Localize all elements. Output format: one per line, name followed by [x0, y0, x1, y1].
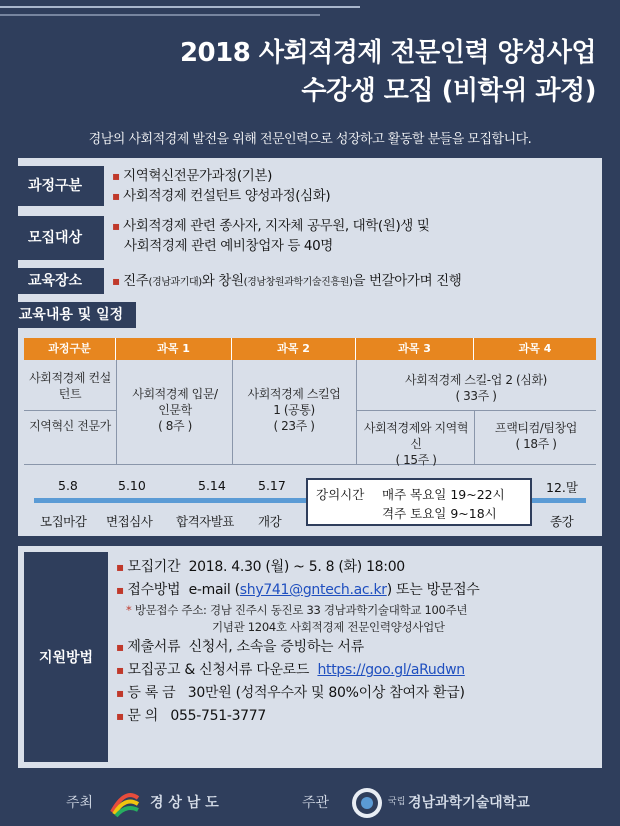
- course-item: ▪ 지역혁신전문가과정(기본): [112, 166, 330, 186]
- table-header-cell: 과목 3: [356, 338, 474, 360]
- lecture-weekend: 격주 토요일 9~18시: [382, 506, 497, 521]
- org-prefix: 국립: [388, 797, 406, 807]
- docs-value: 신청서, 소속을 증빙하는 서류: [188, 639, 364, 655]
- lecture-time-box: [306, 478, 532, 526]
- period-label: 모집기간: [127, 559, 181, 575]
- host-name: 경 상 남 도: [150, 795, 219, 811]
- venue-part: 을 번갈아가며 진행: [352, 273, 462, 289]
- footer: [0, 780, 620, 826]
- timeline-label: 합격자발표: [176, 514, 234, 529]
- title-line-2: 수강생 모집 (비학위 과정): [301, 76, 596, 106]
- docs-label: 제출서류: [127, 639, 181, 655]
- email-link[interactable]: shy741@gntech.ac.kr: [239, 582, 387, 598]
- course-list: [112, 166, 330, 206]
- timeline-date: 5.14: [198, 478, 226, 493]
- target-text: [112, 216, 429, 256]
- university-logo-icon: [350, 786, 384, 820]
- timeline-label: 개강: [258, 514, 282, 529]
- org-label: 주관: [302, 795, 330, 811]
- visit-address-note: * 방문접수 주소: 경남 진주시 동진로 33 경남과학기술대학교 100주년: [116, 602, 480, 619]
- download-link[interactable]: https://goo.gl/aRudwn: [317, 662, 465, 678]
- contact-label: 문 의: [127, 708, 158, 724]
- visit-address-note-2: 기념관 1204호 사회적경제 전문인력양성사업단: [212, 620, 445, 634]
- target-line-1: ▪ 사회적경제 관련 종사자, 지자체 공무원, 대학(원)생 및: [112, 216, 429, 236]
- title-line-1: 2018 사회적경제 전문인력 양성사업: [179, 38, 596, 68]
- application-label: 지원방법: [24, 552, 108, 762]
- table-header-cell: 과목 2: [232, 338, 356, 360]
- course-b-cell: 지역혁신 전문가: [29, 419, 111, 433]
- fee-label: 등 록 금: [127, 685, 176, 701]
- course-item: ▪ 사회적경제 컨설턴트 양성과정(심화): [112, 186, 330, 206]
- venue-label: 교육장소: [6, 268, 104, 294]
- venue-text: [112, 271, 461, 293]
- fee-value: 30만원 (성적우수자 및 80%이상 참여자 환급): [187, 685, 465, 701]
- table-header-cell: 과정구분: [24, 338, 116, 360]
- subject-1-cell: 사회적경제 입문/인문학 ( 8주 ): [132, 387, 218, 433]
- period-value: 2018. 4.30 (월) ~ 5. 8 (화) 18:00: [188, 559, 405, 575]
- table-header-cell: 과목 4: [518, 342, 552, 355]
- target-line-2: 사회적경제 관련 예비창업자 등 40명: [124, 238, 333, 254]
- gyeongnam-logo-icon: [108, 786, 142, 818]
- intro-text: 경남의 사회적경제 발전을 위해 전문인력으로 성장하고 활동할 분들을 모집합니다.: [88, 132, 532, 147]
- course-label: 과정구분: [6, 166, 104, 206]
- subject-34-cell: 사회적경제 스킬-업 2 (심화) ( 33주 ): [405, 373, 547, 403]
- table-header-cell: 과목 1: [116, 338, 232, 360]
- venue-sub: (경남창원과학기술진흥원): [243, 277, 353, 288]
- decorative-line: [0, 6, 360, 8]
- download-label: 모집공고 & 신청서류 다운로드: [127, 662, 310, 678]
- method-label: 접수방법: [127, 582, 181, 598]
- schedule-label: 교육내용 및 일정: [6, 302, 136, 328]
- application-list: ▪ 모집기간 2018. 4.30 (월) ~ 5. 8 (화) 18:00 ▪ 접수방법 e-mail (shy741@gntech.ac.kr) 또는 방문접수 * 방문접수 주소: 경남 진주시 동진로 33 경남과학기술대학교 100주년 기념관 1204호 사회적경제 전문인력양성사업단 ▪ 제출서류 신청서, 소속을 증빙하는 서류 ▪ 모집공고 & 신청서류 다운로드 https://goo.gl/aRudwn ▪ 등 록 금 30만원 (성적우수자 및 80%이상 참여자 환급) ▪ 문 의 055-751-3777: [116, 556, 480, 728]
- subject-4-cell: 프랙티컴/팀창업 ( 18주 ): [495, 421, 577, 451]
- target-label: 모집대상: [6, 216, 104, 260]
- timeline-label: 모집마감: [40, 514, 87, 529]
- timeline-label: 종강: [550, 514, 574, 529]
- timeline-date: 5.8: [58, 478, 78, 493]
- host-label: 주최: [66, 795, 94, 811]
- lecture-label: 강의시간: [316, 487, 365, 502]
- subject-2-cell: 사회적경제 스킬업 1 (공통) ( 23주 ): [247, 387, 341, 433]
- lecture-weekday: 매주 목요일 19~22시: [382, 487, 505, 502]
- org-name: 경남과학기술대학교: [408, 795, 530, 811]
- venue-part: 와 창원: [201, 273, 244, 289]
- venue-part: 진주: [123, 273, 149, 289]
- timeline-date: 5.17: [258, 478, 286, 493]
- course-a-cell: 사회적경제 컨설턴트: [29, 371, 111, 401]
- timeline-date: 12.말: [546, 480, 578, 495]
- timeline-date: 5.10: [118, 478, 146, 493]
- timeline-label: 면접심사: [106, 514, 153, 529]
- table-header: [24, 338, 596, 360]
- subject-3-cell: 사회적경제와 지역혁신 ( 15주 ): [363, 421, 469, 467]
- decorative-line: [0, 14, 320, 16]
- venue-sub: (경남과기대): [148, 277, 202, 288]
- contact-value: 055-751-3777: [170, 708, 266, 724]
